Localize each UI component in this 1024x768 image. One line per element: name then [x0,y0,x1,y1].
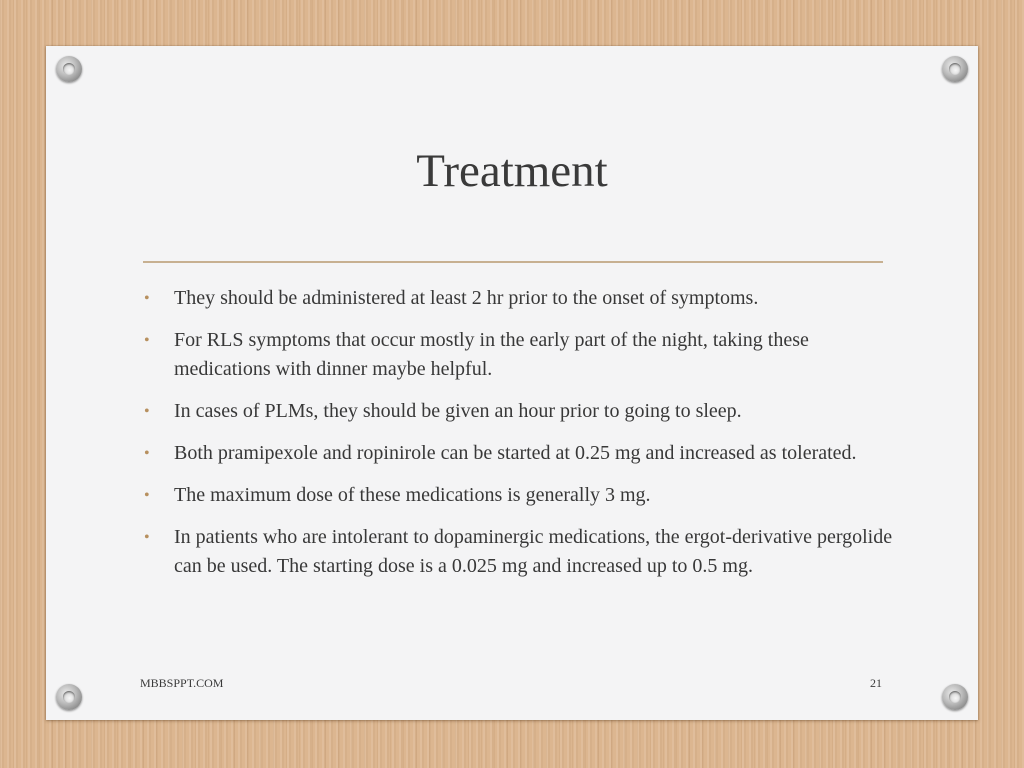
bullet-item [144,439,904,468]
bullet-icon: • [144,290,150,307]
bullet-icon: • [144,487,150,504]
bullet-text: In patients who are intolerant to dopaminergic medications, the ergot-derivative pergolide can be used. The starting dose is a 0.025 mg and increased up to 0.5 mg. [174,526,893,577]
bullet-item [144,523,904,581]
bullet-text: The maximum dose of these medications is generally 3 mg. [174,484,651,506]
bullet-icon: • [144,445,150,462]
bullet-text: For RLS symptoms that occur mostly in the early part of the night, taking these medications with dinner maybe helpful. [174,329,809,380]
title-divider [143,261,883,263]
grommet-icon [942,56,968,82]
bullet-icon: • [144,529,150,546]
bullet-list [144,284,904,594]
grommet-icon [942,684,968,710]
grommet-icon [56,56,82,82]
bullet-item [144,326,904,384]
bullet-item [144,284,904,313]
footer-site-label: MBBSPPT.COM [140,676,224,690]
bullet-icon: • [144,403,150,420]
page-number: 21 [870,676,882,690]
bullet-item [144,481,904,510]
bullet-icon: • [144,332,150,349]
slide-title: Treatment [416,145,608,197]
bullet-text: In cases of PLMs, they should be given an hour prior to going to sleep. [174,400,742,422]
bullet-item [144,397,904,426]
slide-card [46,46,978,720]
bullet-text: Both pramipexole and ropinirole can be started at 0.25 mg and increased as tolerated. [174,442,857,464]
bullet-text: They should be administered at least 2 hr prior to the onset of symptoms. [174,287,759,309]
grommet-icon [56,684,82,710]
